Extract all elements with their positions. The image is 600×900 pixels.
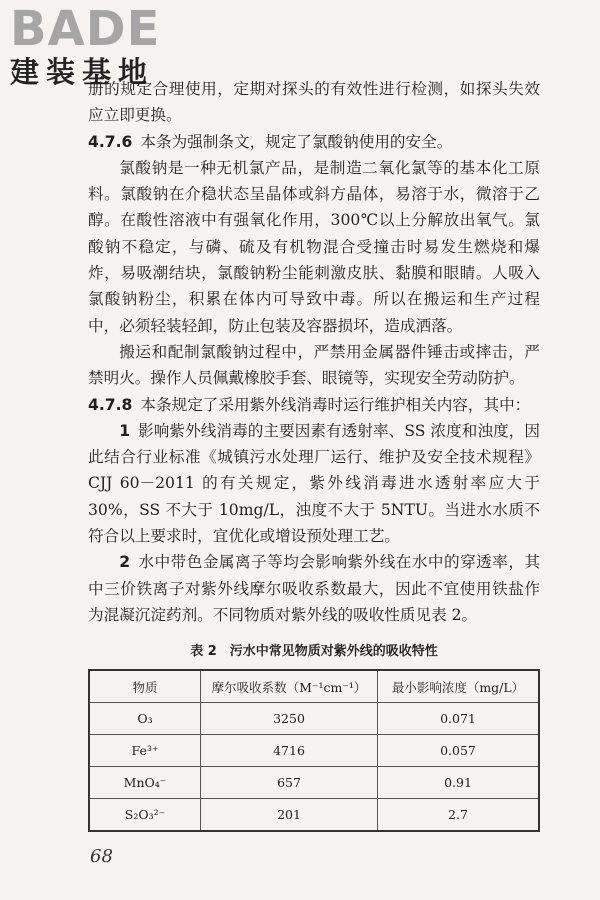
table-header-row [89,670,539,703]
document-body [88,76,540,832]
cell-coefficient: 201 [201,799,378,832]
cell-coefficient: 657 [201,767,378,799]
cell-substance: O₃ [89,703,201,735]
cell-concentration: 0.91 [378,767,540,799]
table-row [89,735,539,767]
item-text: 水中带色金属离子等均会影响紫外线在水中的穿透率，其中三价铁离子对紫外线摩尔吸收系数最大，因此不宜使用铁盐作为混凝沉淀药剂。不同物质对紫外线的吸收性质见表 2。 [88,553,540,624]
page-number: 68 [90,846,113,867]
paragraph-continued: 册的规定合理使用，定期对探头的有效性进行检测，如探头失效应立即更换。 [88,80,540,125]
item-text: 影响紫外线消毒的主要因素有透射率、SS 浓度和浊度，因此结合行业标准《城镇污水处理厂运行、维护及安全技术规程》CJJ 60－2011 的有关规定，紫外线消毒进水透射率应大于30%，SS 不大于 10mg/L，浊度不大于 5NTU。当进水水质不符合以上要求时，宜优化或增设预处理工艺。 [88,421,540,546]
cell-concentration: 0.071 [378,703,540,735]
paragraph-handling: 搬运和配制氯酸钠过程中，严禁用金属器件锤击或摔击，严禁明火。操作人员佩戴橡胶手套、眼镜等，实现安全劳动防护。 [88,342,540,388]
cell-concentration: 2.7 [378,799,540,832]
cell-substance: Fe³⁺ [89,735,201,767]
clause-number: 4.7.6 [88,132,133,151]
item-number: 1 [119,421,131,440]
table-row [89,799,539,832]
cell-coefficient: 4716 [201,735,378,767]
clause-4-7-6 [88,129,540,155]
clause-number: 4.7.8 [88,395,133,414]
uv-absorption-table [88,669,540,832]
item-2 [88,549,540,628]
table-title: 表 2 污水中常见物质对紫外线的吸收特性 [190,644,438,660]
clause-text: 本条规定了采用紫外线消毒时运行维护相关内容，其中： [140,395,531,414]
header-substance: 物质 [89,670,201,703]
cell-coefficient: 3250 [201,703,378,735]
table-row [89,767,539,799]
table-row [89,703,539,735]
logo-subtitle: 建装基地 [10,55,155,89]
item-1 [88,418,540,549]
cell-substance: S₂O₃²⁻ [89,799,201,832]
item-number: 2 [119,553,131,572]
header-molar-absorption: 摩尔吸收系数（M⁻¹cm⁻¹） [201,670,378,703]
cell-concentration: 0.057 [378,735,540,767]
clause-text: 本条为强制条文，规定了氯酸钠使用的安全。 [140,132,453,151]
clause-4-7-8 [88,392,540,418]
header-min-concentration: 最小影响浓度（mg/L） [378,670,540,703]
logo-brand: BADE [10,1,161,57]
paragraph-sodium-chlorate: 氯酸钠是一种无机氯产品，是制造二氧化氯等的基本化工原料。氯酸钠在介稳状态呈晶体或斜方晶体，易溶于水，微溶于乙醇。在酸性溶液中有强氧化作用，300℃以上分解放出氧气。氯酸钠不稳定，与磷、硫及有机物混合受撞击时易发生燃烧和爆炸，易吸潮结块，氯酸钠粉尘能刺激皮肤、黏膜和眼睛。人吸入氯酸钠粉尘，积累在体内可导致中毒。所以在搬运和生产过程中，必须轻装轻卸，防止包装及容器损坏，造成洒落。 [88,158,540,335]
cell-substance: MnO₄⁻ [89,767,201,799]
